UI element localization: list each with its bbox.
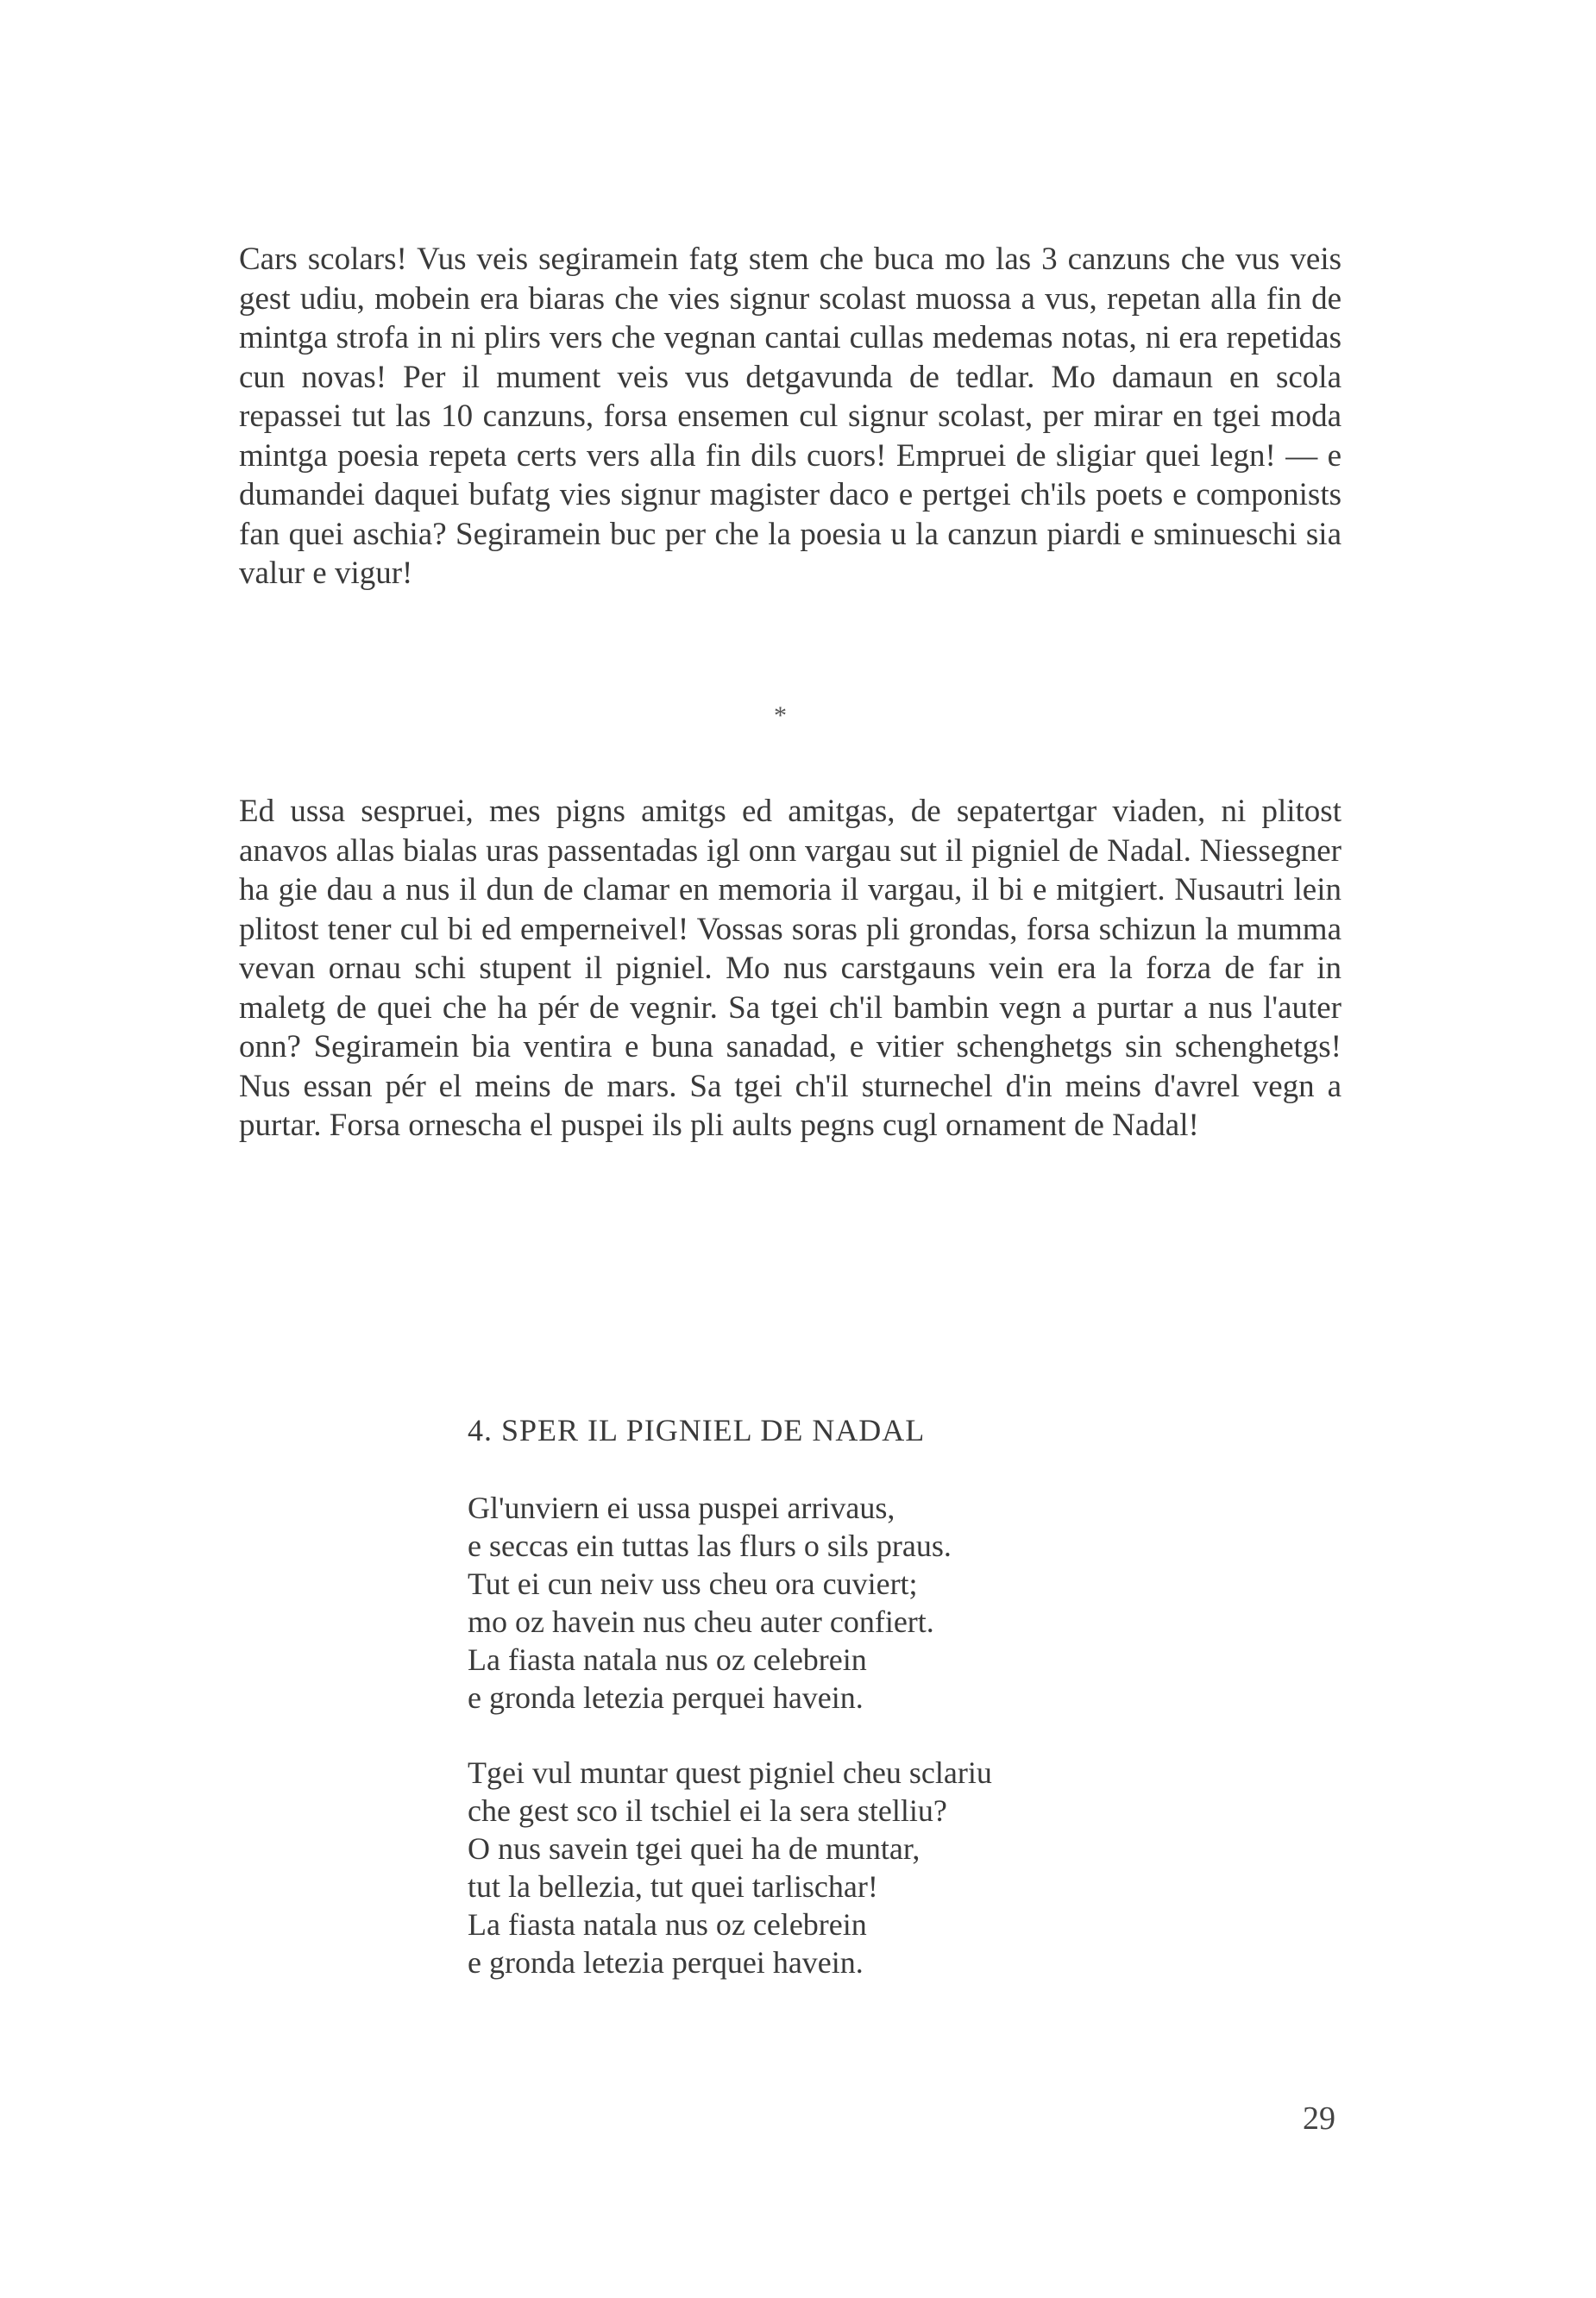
verse-line: e seccas ein tuttas las flurs o sils praus. [468,1529,952,1563]
verse-line: Gl'unviern ei ussa puspei arrivaus, [468,1491,895,1525]
verse-line: Tut ei cun neiv uss cheu ora cuviert; [468,1567,918,1601]
verse-line: e gronda letezia perquei havein. [468,1945,864,1980]
song-stanza [468,1754,992,1981]
section-separator: * [774,701,787,730]
verse-line: mo oz havein nus cheu auter confiert. [468,1604,934,1639]
intro-paragraph [239,240,1342,593]
paragraph-text: Ed ussa sespruei, mes pigns amitgs ed amitgas, de sepatertgar viaden, ni plitost anavos allas bialas uras passentadas igl onn vargau sut il pigniel de Nadal. Niessegner ha gie dau a nus il dun de clamar en memoria il vargau, il bi e mitgiert. Nusautri lein plitost tener cul bi ed emperneivel! Vossas soras pli grondas, forsa schizun la mumma vevan ornau schi stupent il pigniel. Mo nus carstgauns vein era la forza de far in maletg de quei che ha pér de vegnir. Sa tgei ch'il bambin vegn a purtar a nus l'auter onn? Segiramein bia ventira e buna sanadad, e vitier schenghetgs sin schenghetgs! Nus essan pér el meins de mars. Sa tgei ch'il sturnechel d'in meins d'avrel vegn a purtar. Forsa ornescha el puspei ils pli aults pegns cugl ornament de Nadal! [239,794,1342,1143]
verse-line: La fiasta natala nus oz celebrein [468,1907,867,1942]
page-number: 29 [1303,2100,1335,2137]
verse-line: e gronda letezia perquei havein. [468,1680,864,1715]
verse-line: tut la bellezia, tut quei tarlischar! [468,1869,878,1904]
verse-line: Tgei vul muntar quest pigniel cheu sclariu [468,1755,992,1790]
song-title: 4. SPER IL PIGNIEL DE NADAL [468,1413,926,1447]
verse-line: che gest sco il tschiel ei la sera stelliu? [468,1793,947,1828]
song-stanza [468,1489,952,1717]
verse-line: O nus savein tgei quei ha de muntar, [468,1831,921,1866]
paragraph-text: Cars scolars! Vus veis segiramein fatg stem che buca mo las 3 canzuns che vus veis gest udiu, mobein era biaras che vies signur scolast muossa a vus, repetan alla fin de mintga strofa in ni plirs vers che vegnan cantai cullas medemas notas, ni era repetidas cun novas! Per il mument veis vus detgavunda de tedlar. Mo damaun en scola repassei tut las 10 canzuns, forsa ensemen cul signur scolast, per mirar en tgei moda mintga poesia repeta certs vers alla fin dils cuors! Empruei de sligiar quei legn! — e dumandei daquei bufatg vies signur magister daco e pertgei ch'ils poets e componists fan quei aschia? Segiramein buc per che la poesia u la canzun piardi e sminueschi sia valur e vigur! [239,242,1342,591]
second-paragraph [239,792,1342,1146]
verse-line: La fiasta natala nus oz celebrein [468,1642,867,1677]
